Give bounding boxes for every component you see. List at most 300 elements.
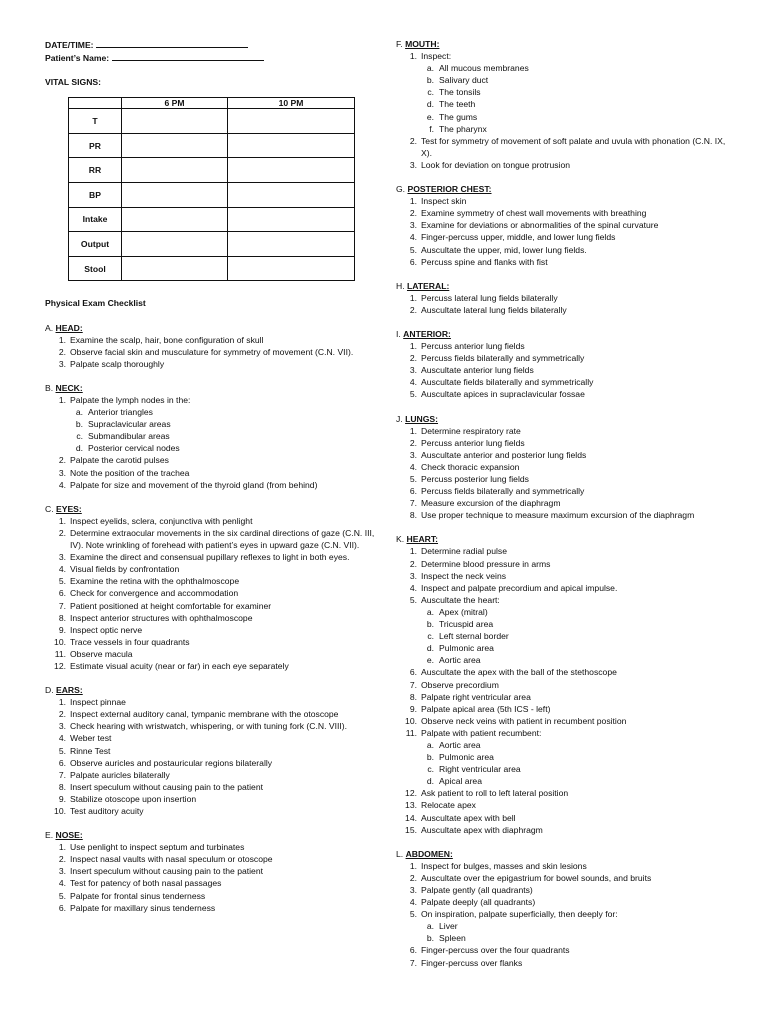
checklist-item bbox=[396, 787, 726, 799]
section-heading bbox=[396, 848, 726, 860]
item-text: On inspiration, palpate superficially, then deeply for: bbox=[421, 909, 618, 920]
sub-item-text: Right ventricular area bbox=[439, 764, 521, 775]
sub-item-letter: d. bbox=[426, 643, 434, 654]
checklist-item bbox=[45, 575, 375, 587]
section-item-list bbox=[396, 195, 726, 268]
item-number: 1. bbox=[409, 292, 417, 303]
checklist-item bbox=[396, 691, 726, 703]
checklist-item bbox=[396, 896, 726, 908]
item-number: 5. bbox=[409, 474, 417, 484]
sub-item-letter: a. bbox=[426, 63, 434, 74]
item-text: Finger-percuss over flanks bbox=[421, 957, 523, 968]
item-text: Insert speculum without causing pain to the patient bbox=[70, 866, 263, 877]
vitals-entry-cell[interactable] bbox=[122, 109, 228, 134]
sub-item-text: Supraclavicular areas bbox=[88, 419, 171, 430]
checklist-sub-item bbox=[396, 98, 726, 110]
item-text: Estimate visual acuity (near or far) in each eye separately bbox=[70, 660, 289, 671]
item-number: 4. bbox=[409, 377, 417, 388]
patient-name-blank[interactable] bbox=[112, 51, 264, 61]
checklist-item bbox=[396, 509, 726, 521]
checklist-item bbox=[396, 50, 726, 62]
item-number: 7. bbox=[58, 600, 66, 611]
item-text: Percuss fields bilaterally and symmetrically bbox=[421, 353, 585, 364]
checklist-item bbox=[396, 944, 726, 956]
item-number: 1. bbox=[409, 425, 417, 436]
item-text: Auscultate the heart: bbox=[421, 594, 500, 605]
item-text: Auscultate lateral lung fields bilaterally bbox=[421, 304, 567, 315]
checklist-sub-item bbox=[396, 606, 726, 618]
checklist-item bbox=[45, 527, 375, 551]
section-item-list bbox=[396, 425, 726, 522]
item-text: Palpate right ventricular area bbox=[421, 691, 531, 702]
checklist-item bbox=[396, 219, 726, 231]
item-number: 10. bbox=[54, 806, 66, 816]
vitals-entry-cell[interactable] bbox=[122, 133, 228, 158]
section-title: LATERAL: bbox=[406, 280, 450, 291]
checklist-section bbox=[45, 829, 375, 914]
item-number: 6. bbox=[58, 588, 66, 599]
item-text: Auscultate the apex with the ball of the stethoscope bbox=[421, 667, 617, 678]
checklist-item bbox=[396, 461, 726, 473]
item-number: 4. bbox=[58, 733, 66, 744]
item-number: 8. bbox=[409, 510, 417, 521]
item-text: Patient positioned at height comfortable for examiner bbox=[70, 600, 272, 611]
item-number: 6. bbox=[409, 945, 417, 956]
checklist-item bbox=[396, 195, 726, 207]
checklist-item bbox=[396, 497, 726, 509]
section-item-list bbox=[45, 334, 375, 370]
item-number: 8. bbox=[58, 781, 66, 792]
section-heading bbox=[45, 503, 375, 515]
item-number: 3. bbox=[58, 721, 66, 732]
section-item-list bbox=[396, 860, 726, 969]
item-number: 5. bbox=[409, 909, 417, 920]
item-number: 6. bbox=[409, 667, 417, 678]
checklist-item bbox=[396, 352, 726, 364]
item-text: Insert speculum without causing pain to the patient bbox=[70, 781, 263, 792]
item-number: 10. bbox=[54, 636, 66, 647]
checklist-item bbox=[396, 304, 726, 316]
item-text: Percuss anterior lung fields bbox=[421, 341, 525, 352]
checklist-item bbox=[45, 624, 375, 636]
checklist-item bbox=[45, 660, 375, 672]
section-letter: E. bbox=[45, 830, 54, 841]
item-number: 2. bbox=[409, 437, 417, 448]
vitals-entry-cell[interactable] bbox=[122, 183, 228, 208]
checklist-sub-item bbox=[396, 123, 726, 135]
sub-item-letter: c. bbox=[427, 87, 434, 98]
checklist-sub-item bbox=[45, 406, 375, 418]
section-title: EARS: bbox=[55, 685, 83, 696]
section-heading bbox=[45, 382, 375, 394]
item-text: Auscultate apices in supraclavicular fossae bbox=[421, 389, 585, 400]
patient-name-field bbox=[45, 51, 375, 64]
item-text: Auscultate the upper, mid, lower lung fields. bbox=[421, 244, 587, 255]
right-sections bbox=[396, 38, 726, 969]
checklist-item bbox=[45, 805, 375, 817]
checklist-sub-item bbox=[396, 74, 726, 86]
item-text: Look for deviation on tongue protrusion bbox=[421, 159, 571, 170]
item-text: Auscultate anterior lung fields bbox=[421, 365, 534, 376]
item-number: 4. bbox=[58, 479, 66, 490]
item-number: 7. bbox=[58, 769, 66, 780]
checklist-sub-item bbox=[396, 739, 726, 751]
section-heading bbox=[45, 322, 375, 334]
sub-item-letter: e. bbox=[426, 111, 434, 122]
sub-item-text: Posterior cervical nodes bbox=[88, 443, 180, 454]
item-text: Determine blood pressure in arms bbox=[421, 558, 551, 569]
checklist-sub-item bbox=[45, 418, 375, 430]
section-heading bbox=[396, 533, 726, 545]
vitals-entry-cell[interactable] bbox=[122, 158, 228, 183]
checklist-item bbox=[45, 865, 375, 877]
item-text: Auscultate anterior and posterior lung fields bbox=[421, 449, 587, 460]
section-title: MOUTH: bbox=[405, 39, 440, 49]
checklist-item bbox=[45, 636, 375, 648]
sub-item-text: Liver bbox=[439, 921, 458, 932]
item-number: 2. bbox=[409, 558, 417, 569]
sub-item-letter: a. bbox=[426, 606, 434, 617]
checklist-section bbox=[396, 413, 726, 522]
item-number: 13. bbox=[405, 800, 417, 811]
section-letter: H. bbox=[396, 280, 405, 291]
date-time-blank[interactable] bbox=[96, 38, 248, 48]
item-number: 3. bbox=[58, 358, 66, 369]
section-letter: G. bbox=[396, 184, 406, 195]
vitals-row bbox=[69, 232, 355, 257]
date-time-label: DATE/TIME: bbox=[45, 40, 94, 50]
item-number: 5. bbox=[58, 890, 66, 901]
item-text: Inspect nasal vaults with nasal speculum or otoscope bbox=[70, 854, 273, 865]
checklist-item bbox=[45, 515, 375, 527]
vitals-col-header: 10 PM bbox=[228, 98, 355, 109]
item-number: 8. bbox=[409, 691, 417, 702]
sub-item-letter: e. bbox=[426, 655, 434, 666]
vitals-row bbox=[69, 256, 355, 281]
item-number: 10. bbox=[405, 715, 417, 726]
checklist-section bbox=[45, 322, 375, 370]
item-text: Percuss fields bilaterally and symmetrically bbox=[421, 486, 585, 497]
checklist-item bbox=[45, 696, 375, 708]
sub-item-letter: a. bbox=[426, 921, 434, 932]
item-number: 2. bbox=[409, 304, 417, 315]
checklist-item bbox=[396, 231, 726, 243]
item-number: 2. bbox=[58, 455, 66, 466]
checklist-sub-item bbox=[396, 62, 726, 74]
vitals-header-row bbox=[69, 98, 355, 109]
sub-item-letter: a. bbox=[75, 407, 83, 418]
item-number: 8. bbox=[58, 612, 66, 623]
checklist-item bbox=[45, 648, 375, 660]
section-item-list bbox=[396, 292, 726, 316]
checklist-item bbox=[396, 908, 726, 920]
sub-item-list bbox=[396, 739, 726, 787]
item-text: Percuss anterior lung fields bbox=[421, 437, 525, 448]
checklist-item bbox=[45, 793, 375, 805]
item-text: Auscultate apex with bell bbox=[421, 812, 516, 823]
checklist-sub-item bbox=[396, 86, 726, 98]
sub-item-list bbox=[396, 606, 726, 666]
sub-item-text: The teeth bbox=[439, 99, 476, 110]
item-text: Determine radial pulse bbox=[421, 546, 507, 557]
item-number: 1. bbox=[409, 341, 417, 352]
item-number: 1. bbox=[58, 395, 66, 405]
sub-item-letter: d. bbox=[426, 99, 434, 110]
item-number: 7. bbox=[409, 498, 417, 509]
section-item-list bbox=[45, 394, 375, 491]
sub-item-text: Tricuspid area bbox=[439, 619, 494, 630]
item-number: 9. bbox=[58, 624, 66, 635]
checklist-sub-item bbox=[396, 111, 726, 123]
sub-item-text: Anterior triangles bbox=[88, 407, 153, 418]
item-number: 6. bbox=[409, 486, 417, 497]
vitals-row bbox=[69, 109, 355, 134]
checklist-item bbox=[45, 551, 375, 563]
section-letter: C. bbox=[45, 503, 54, 514]
item-number: 1. bbox=[58, 697, 66, 708]
checklist-sub-item bbox=[45, 430, 375, 442]
checklist-sub-item bbox=[396, 932, 726, 944]
item-number: 4. bbox=[58, 564, 66, 575]
vitals-row-label: Stool bbox=[69, 256, 122, 281]
checklist-item bbox=[45, 781, 375, 793]
sub-item-list bbox=[396, 920, 726, 944]
item-text: Inspect the neck veins bbox=[421, 570, 507, 581]
checklist-sub-item bbox=[396, 654, 726, 666]
item-number: 3. bbox=[409, 449, 417, 460]
item-text: Auscultate fields bilaterally and symmetrically bbox=[421, 377, 594, 388]
item-text: Palpate auricles bilaterally bbox=[70, 769, 170, 780]
checklist-item bbox=[396, 437, 726, 449]
item-number: 11. bbox=[405, 727, 417, 738]
checklist-sub-item bbox=[396, 642, 726, 654]
checklist-item bbox=[45, 454, 375, 466]
item-text: Palpate deeply (all quadrants) bbox=[421, 897, 536, 908]
item-text: Inspect anterior structures with ophthalmoscope bbox=[70, 612, 253, 623]
item-text: Measure excursion of the diaphragm bbox=[421, 498, 561, 509]
checklist-sub-item bbox=[396, 775, 726, 787]
section-title: ABDOMEN: bbox=[405, 848, 453, 859]
sub-item-text: Spleen bbox=[439, 933, 466, 944]
item-number: 2. bbox=[58, 854, 66, 865]
item-number: 4. bbox=[409, 461, 417, 472]
checklist-item bbox=[396, 824, 726, 836]
section-title: EYES: bbox=[55, 503, 82, 514]
checklist-item bbox=[396, 388, 726, 400]
sub-item-letter: c. bbox=[427, 631, 434, 642]
checklist-item bbox=[396, 292, 726, 304]
checklist-item bbox=[396, 207, 726, 219]
item-text: Palpate gently (all quadrants) bbox=[421, 885, 533, 895]
item-text: Test for symmetry of movement of soft palate and uvula with phonation (C.N. IX, X). bbox=[421, 135, 726, 158]
checklist-item bbox=[396, 715, 726, 727]
sub-item-list bbox=[396, 62, 726, 135]
checklist-item bbox=[45, 334, 375, 346]
section-title: ANTERIOR: bbox=[403, 328, 451, 339]
checklist-item bbox=[45, 467, 375, 479]
item-number: 2. bbox=[58, 709, 66, 720]
item-text: Observe precordium bbox=[421, 679, 499, 690]
sub-item-text: Left sternal border bbox=[439, 631, 509, 642]
sub-item-letter: d. bbox=[75, 443, 83, 454]
section-letter: I. bbox=[396, 328, 401, 339]
checklist-item bbox=[396, 558, 726, 570]
section-letter: J. bbox=[396, 413, 403, 424]
vitals-entry-cell[interactable] bbox=[122, 232, 228, 257]
vitals-col-header: 6 PM bbox=[122, 98, 228, 109]
vitals-entry-cell[interactable] bbox=[228, 183, 355, 208]
vitals-row-label: Intake bbox=[69, 207, 122, 232]
vitals-entry-cell[interactable] bbox=[228, 256, 355, 281]
item-number: 2. bbox=[58, 346, 66, 357]
item-number: 5. bbox=[58, 745, 66, 756]
item-text: Rinne Test bbox=[70, 745, 111, 756]
item-text: Trace vessels in four quadrants bbox=[70, 636, 190, 647]
item-number: 1. bbox=[409, 860, 417, 871]
sub-item-text: Pulmonic area bbox=[439, 752, 494, 763]
checklist-section bbox=[396, 533, 726, 835]
item-number: 12. bbox=[54, 660, 66, 671]
sub-item-letter: c. bbox=[427, 764, 434, 775]
checklist-sub-item bbox=[45, 442, 375, 454]
item-text: Determine extraocular movements in the six cardinal directions of gaze (C.N. III, IV). Note wrinkling of forehead with patient’s eyes in upward gaze (C.N. VII). bbox=[70, 527, 375, 551]
sub-item-text: Salivary duct bbox=[439, 75, 489, 86]
item-text: Palpate for frontal sinus tenderness bbox=[70, 890, 206, 901]
right-column bbox=[396, 38, 726, 969]
item-number: 3. bbox=[409, 885, 417, 895]
checklist-item bbox=[45, 358, 375, 370]
section-heading bbox=[396, 183, 726, 195]
checklist-item bbox=[396, 957, 726, 969]
section-item-list bbox=[45, 841, 375, 914]
sub-item-letter: f. bbox=[429, 123, 434, 134]
vitals-row-label: T bbox=[69, 109, 122, 134]
vitals-entry-cell[interactable] bbox=[228, 109, 355, 134]
item-number: 1. bbox=[409, 51, 417, 62]
sub-item-text: The gums bbox=[439, 111, 478, 122]
vital-signs-heading: VITAL SIGNS: bbox=[45, 77, 102, 88]
item-text: Inspect: bbox=[421, 51, 452, 62]
item-text: Ask patient to roll to left lateral position bbox=[421, 788, 569, 799]
checklist-item bbox=[396, 244, 726, 256]
item-text: Examine for deviations or abnormalities of the spinal curvature bbox=[421, 220, 659, 231]
sub-item-text: Pulmonic area bbox=[439, 643, 494, 654]
item-text: Observe facial skin and musculature for symmetry of movement (C.N. VII). bbox=[70, 346, 354, 357]
vitals-row-label: Output bbox=[69, 232, 122, 257]
checklist-item bbox=[45, 890, 375, 902]
item-number: 9. bbox=[58, 793, 66, 804]
vitals-entry-cell[interactable] bbox=[122, 256, 228, 281]
checklist-item bbox=[45, 769, 375, 781]
checklist-sub-item bbox=[396, 763, 726, 775]
sub-item-text: Submandibular areas bbox=[88, 431, 170, 442]
checklist-item bbox=[396, 872, 726, 884]
item-text: Observe macula bbox=[70, 648, 133, 659]
item-number: 7. bbox=[409, 679, 417, 690]
item-text: Observe auricles and postauricular regions bilaterally bbox=[70, 757, 273, 768]
checklist-item bbox=[45, 600, 375, 612]
vital-signs-table bbox=[68, 97, 355, 281]
item-text: Weber test bbox=[70, 733, 112, 744]
sub-item-letter: d. bbox=[426, 776, 434, 787]
item-text: Palpate the carotid pulses bbox=[70, 455, 169, 466]
item-number: 6. bbox=[58, 902, 66, 913]
vitals-row bbox=[69, 207, 355, 232]
vitals-row bbox=[69, 183, 355, 208]
checklist-item bbox=[396, 159, 726, 171]
checklist-item bbox=[45, 394, 375, 406]
item-text: Relocate apex bbox=[421, 800, 476, 811]
checklist-item bbox=[396, 545, 726, 557]
section-title: NOSE: bbox=[55, 830, 83, 841]
vitals-entry-cell[interactable] bbox=[228, 232, 355, 257]
section-letter: K. bbox=[396, 534, 405, 545]
sub-item-letter: b. bbox=[75, 419, 83, 430]
checklist-item bbox=[45, 853, 375, 865]
checklist-item bbox=[396, 799, 726, 811]
sub-item-text: Apex (mitral) bbox=[439, 606, 488, 617]
item-text: Examine the scalp, hair, bone configuration of skull bbox=[70, 334, 264, 345]
checklist-item bbox=[45, 346, 375, 358]
section-heading bbox=[45, 684, 375, 696]
sub-item-text: Apical area bbox=[439, 776, 482, 787]
item-text: Palpate for size and movement of the thyroid gland (from behind) bbox=[70, 479, 318, 490]
item-number: 2. bbox=[409, 135, 417, 146]
checklist-item bbox=[396, 884, 726, 896]
section-title: NECK: bbox=[55, 382, 83, 393]
sub-item-letter: c. bbox=[76, 431, 83, 442]
checklist-item bbox=[45, 612, 375, 624]
section-letter: A. bbox=[45, 322, 54, 333]
item-text: Percuss spine and flanks with fist bbox=[421, 256, 548, 267]
section-letter: L. bbox=[396, 848, 404, 859]
section-heading bbox=[396, 38, 726, 50]
checklist-item bbox=[396, 703, 726, 715]
vitals-entry-cell[interactable] bbox=[228, 207, 355, 232]
item-number: 5. bbox=[58, 576, 66, 587]
vitals-row bbox=[69, 158, 355, 183]
checklist-item bbox=[45, 708, 375, 720]
item-text: Check for convergence and accommodation bbox=[70, 588, 239, 599]
item-text: Visual fields by confrontation bbox=[70, 564, 180, 575]
item-number: 5. bbox=[409, 389, 417, 400]
sub-item-letter: b. bbox=[426, 752, 434, 763]
item-number: 1. bbox=[58, 515, 66, 526]
vitals-entry-cell[interactable] bbox=[228, 133, 355, 158]
checklist-item bbox=[396, 679, 726, 691]
item-number: 2. bbox=[409, 208, 417, 219]
item-number: 4. bbox=[409, 582, 417, 593]
checklist-item bbox=[396, 860, 726, 872]
item-text: Finger-percuss over the four quadrants bbox=[421, 945, 570, 956]
section-letter: F. bbox=[396, 39, 403, 49]
sub-item-text: The pharynx bbox=[439, 123, 487, 134]
vitals-row-label: PR bbox=[69, 133, 122, 158]
item-number: 4. bbox=[58, 878, 66, 889]
item-text: Inspect for bulges, masses and skin lesions bbox=[421, 860, 587, 871]
vitals-entry-cell[interactable] bbox=[122, 207, 228, 232]
item-number: 3. bbox=[58, 467, 66, 478]
checklist-item bbox=[396, 727, 726, 739]
checklist-item bbox=[396, 256, 726, 268]
vitals-entry-cell[interactable] bbox=[228, 158, 355, 183]
section-item-list bbox=[396, 545, 726, 835]
checklist-item bbox=[396, 485, 726, 497]
checklist-item bbox=[396, 594, 726, 606]
checklist-item bbox=[45, 757, 375, 769]
checklist-item bbox=[45, 745, 375, 757]
sub-item-text: The tonsils bbox=[439, 87, 481, 98]
